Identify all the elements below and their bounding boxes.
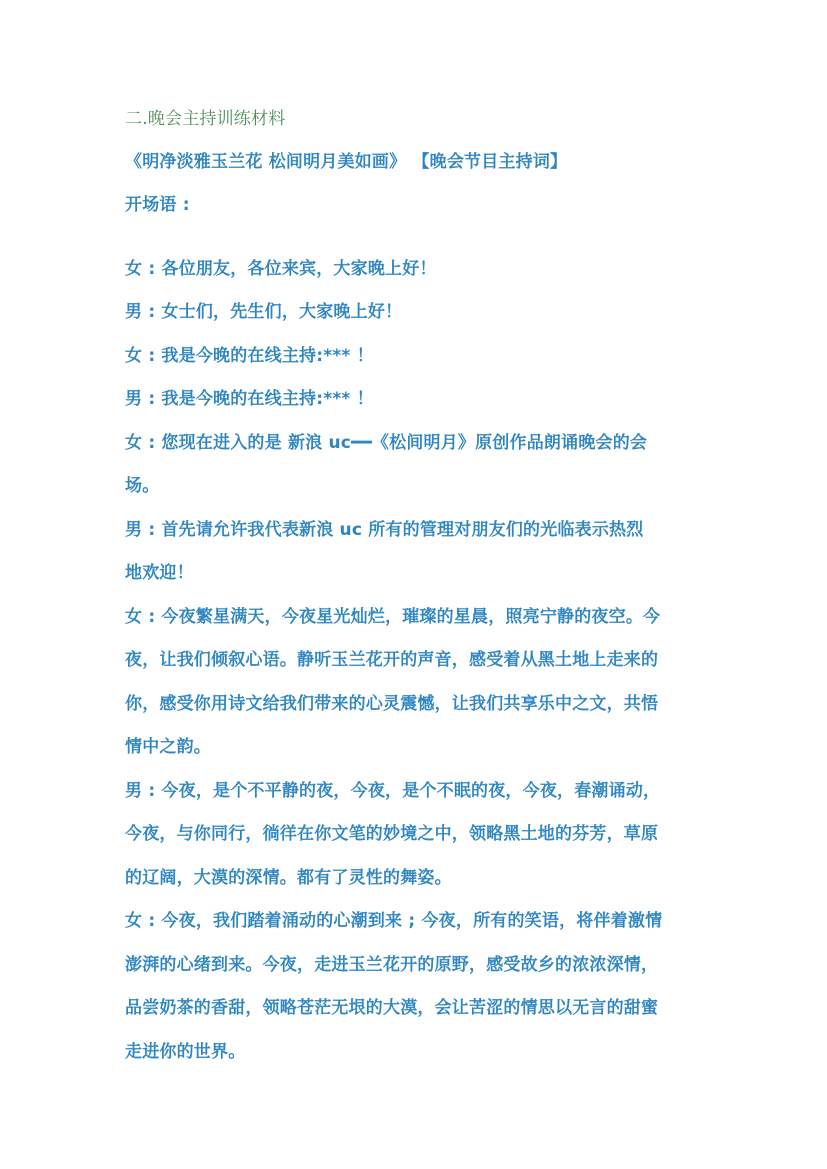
dialogue-line: 女 : 今夜，我们踏着涌动的心潮到来 ; 今夜，所有的笑语，将伴着激情 bbox=[125, 911, 663, 931]
opening-label: 开场语 : bbox=[125, 195, 190, 215]
dialogue-line: 品尝奶茶的香甜，领略苍茫无垠的大漠，会让苦涩的情思以无言的甜蜜 bbox=[125, 998, 659, 1018]
dialogue-line: 女 : 今夜繁星满天，今夜星光灿烂，璀璨的星晨，照亮宁静的夜空。今 bbox=[125, 606, 661, 627]
dialogue-line: 女 : 您现在进入的是 新浪 uc━━《松间明月》原创作品朗诵晚会的会 bbox=[125, 432, 648, 453]
dialogue-line: 男 : 女士们，先生们，大家晚上好！ bbox=[125, 302, 403, 322]
dialogue-line: 女 : 各位朋友，各位来宾，大家晚上好！ bbox=[125, 258, 437, 279]
dialogue-line: 情中之韵。 bbox=[125, 737, 211, 757]
section-heading: 二.晚会主持训练材料 bbox=[125, 109, 286, 129]
dialogue-line: 女 : 我是今晚的在线主持:*** ！ bbox=[125, 345, 374, 366]
dialogue-line: 今夜，与你同行，徜徉在你文笔的妙境之中，领略黑土地的芬芳，草原 bbox=[125, 824, 659, 844]
dialogue-line: 男 : 今夜，是个不平静的夜，今夜，是个不眠的夜，今夜，春潮诵动， bbox=[125, 780, 661, 801]
dialogue-line: 男 : 首先请允许我代表新浪 uc 所有的管理对朋友们的光临表示热烈 bbox=[125, 519, 644, 540]
spacer bbox=[125, 228, 710, 248]
dialogue-line: 你，感受你用诗文给我们带来的心灵震憾，让我们共享乐中之文，共悟 bbox=[125, 693, 659, 714]
dialogue-line: 夜，让我们倾叙心语。静听玉兰花开的声音，感受着从黑土地上走来的 bbox=[125, 650, 659, 670]
dialogue-line: 的辽阔，大漠的深情。都有了灵性的舞姿。 bbox=[125, 867, 452, 888]
dialogue-line: 地欢迎！ bbox=[125, 563, 194, 583]
dialogue-line: 男 : 我是今晚的在线主持:*** ！ bbox=[125, 389, 374, 409]
dialogue-line: 澎湃的心绪到来。今夜，走进玉兰花开的原野，感受故乡的浓浓深情， bbox=[125, 954, 659, 975]
dialogue-line: 场。 bbox=[125, 476, 160, 496]
document-title: 《明净淡雅玉兰花 松间明月美如画》 【晚会节目主持词】 bbox=[125, 152, 568, 172]
dialogue-line: 走进你的世界。 bbox=[125, 1041, 246, 1062]
document-page bbox=[125, 104, 710, 1074]
